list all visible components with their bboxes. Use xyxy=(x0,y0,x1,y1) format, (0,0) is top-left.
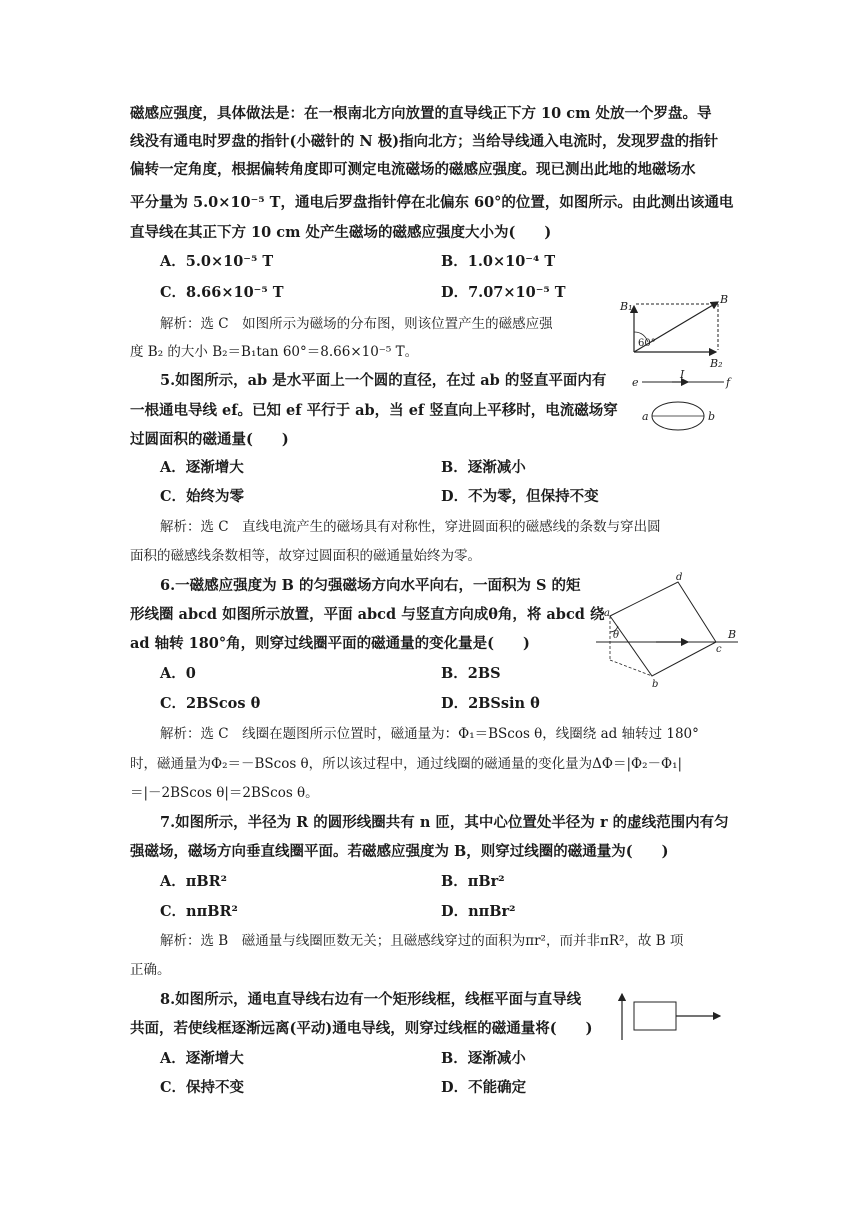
q7-line-2: 强磁场，磁场方向垂直线圈平面。若磁感应强度为 B，则穿过线圈的磁通量为( ) xyxy=(130,843,669,860)
q6-label-a: a xyxy=(604,608,610,619)
q5-label-i: I xyxy=(680,368,685,381)
q6-analysis-3: ＝|－2BScos θ|＝2BScos θ。 xyxy=(130,785,319,801)
q6-line-3: ad 轴转 180°角，则穿过线圈平面的磁通量的变化量是( ) xyxy=(130,635,530,652)
q7-analysis-2: 正确。 xyxy=(130,962,171,978)
q4-analysis-1: 解析：选 C 如图所示为磁场的分布图，则该位置产生的磁感应强 xyxy=(160,316,553,332)
q4-option-a: A．5.0×10⁻⁵ T xyxy=(160,253,274,270)
q5-line-1: 5.如图所示，ab 是水平面上一个圆的直径，在过 ab 的竖直平面内有 xyxy=(160,372,607,389)
q4-label-b1: B₁ xyxy=(620,300,633,313)
q5-label-f: f xyxy=(726,376,731,389)
q4-line-3: 偏转一定角度，根据偏转角度即可测定电流磁场的磁感应强度。现已测出此地的地磁场水 xyxy=(130,161,696,178)
q7-analysis-1: 解析：选 B 磁通量与线圈匝数无关；且磁感线穿过的面积为πr²，而并非πR²，故 B 项 xyxy=(160,933,684,949)
q4-line-2: 线没有通电时罗盘的指针(小磁针的 N 极)指向北方；当给导线通入电流时，发现罗盘的指针 xyxy=(130,133,719,150)
q8-option-a: A．逐渐增大 xyxy=(160,1050,244,1067)
q8-option-d: D．不能确定 xyxy=(441,1079,527,1096)
q8-wire-frame-diagram xyxy=(612,988,732,1044)
q6-label-c: c xyxy=(716,644,722,655)
q4-line-1: 磁感应强度，具体做法是：在一根南北方向放置的直导线正下方 10 cm 处放一个罗盘。导 xyxy=(130,105,712,122)
q4-label-b2: B₂ xyxy=(710,357,723,370)
q4-analysis-2: 度 B₂ 的大小 B₂＝B₁tan 60°＝8.66×10⁻⁵ T。 xyxy=(130,344,419,360)
q4-option-c: C．8.66×10⁻⁵ T xyxy=(160,284,284,301)
q8-option-b: B．逐渐减小 xyxy=(441,1050,526,1067)
q4-line-4: 平分量为 5.0×10⁻⁵ T，通电后罗盘指针停在北偏东 60°的位置，如图所示。由此测出该通电 xyxy=(130,194,734,211)
q8-line-2: 共面，若使线框逐渐远离(平动)通电导线，则穿过线框的磁通量将( ) xyxy=(130,1020,593,1037)
q7-option-c: C．nπBR² xyxy=(160,903,238,920)
q8-line-1: 8.如图所示，通电直导线右边有一个矩形线框，线框平面与直导线 xyxy=(160,991,582,1008)
q7-option-d: D．nπBr² xyxy=(441,903,516,920)
q6-line-2: 形线圈 abcd 如图所示放置，平面 abcd 与竖直方向成θ角，将 abcd 绕 xyxy=(130,606,605,623)
q4-option-d: D．7.07×10⁻⁵ T xyxy=(441,284,566,301)
q6-label-theta: θ xyxy=(613,630,620,641)
q5-option-c: C．始终为零 xyxy=(160,488,245,505)
q6-coil-diagram xyxy=(596,572,744,692)
q5-option-d: D．不为零，但保持不变 xyxy=(441,488,599,505)
q5-analysis-2: 面积的磁感线条数相等，故穿过圆面积的磁通量始终为零。 xyxy=(130,548,481,564)
q7-option-b: B．πBr² xyxy=(441,873,505,890)
q4-label-angle: 60° xyxy=(638,338,656,349)
q6-analysis-1: 解析：选 C 线圈在题图所示位置时，磁通量为：Φ₁＝BScos θ，线圈绕 ad 轴转过 180° xyxy=(160,726,699,742)
q8-option-c: C．保持不变 xyxy=(160,1079,245,1096)
q5-option-a: A．逐渐增大 xyxy=(160,459,244,476)
q6-option-d: D．2BSsin θ xyxy=(441,695,540,712)
q5-option-b: B．逐渐减小 xyxy=(441,459,526,476)
q6-label-field: B xyxy=(728,628,737,641)
q6-analysis-2: 时，磁通量为Φ₂＝－BScos θ，所以该过程中，通过线圈的磁通量的变化量为ΔΦ＝|Φ₂－Φ₁| xyxy=(130,756,683,772)
q5-analysis-1: 解析：选 C 直线电流产生的磁场具有对称性，穿进圆面积的磁感线的条数与穿出圆 xyxy=(160,519,661,535)
q5-line-2: 一根通电导线 ef。已知 ef 平行于 ab，当 ef 竖直向上平移时，电流磁场穿 xyxy=(130,402,618,419)
q5-label-b: b xyxy=(708,410,716,423)
q4-line-5: 直导线在其正下方 10 cm 处产生磁场的磁感应强度大小为( ) xyxy=(130,224,552,241)
q6-option-c: C．2BScos θ xyxy=(160,695,261,712)
q6-option-a: A．0 xyxy=(160,665,196,682)
q5-label-a: a xyxy=(642,410,649,423)
q7-line-1: 7.如图所示，半径为 R 的圆形线圈共有 n 匝，其中心位置处半径为 r 的虚线范围内有匀 xyxy=(160,814,729,831)
q6-line-1: 6.一磁感应强度为 B 的匀强磁场方向水平向右，一面积为 S 的矩 xyxy=(160,577,581,594)
q5-label-e: e xyxy=(632,376,639,389)
q5-wire-circle-diagram xyxy=(628,368,738,436)
q5-line-3: 过圆面积的磁通量( ) xyxy=(130,431,289,448)
q6-label-d: d xyxy=(676,572,683,583)
q6-option-b: B．2BS xyxy=(441,665,501,682)
q4-label-b: B xyxy=(720,293,729,306)
q4-option-b: B．1.0×10⁻⁴ T xyxy=(441,253,556,270)
q4-field-diagram xyxy=(618,290,734,370)
q6-label-b: b xyxy=(652,679,659,690)
q7-option-a: A．πBR² xyxy=(160,873,228,890)
